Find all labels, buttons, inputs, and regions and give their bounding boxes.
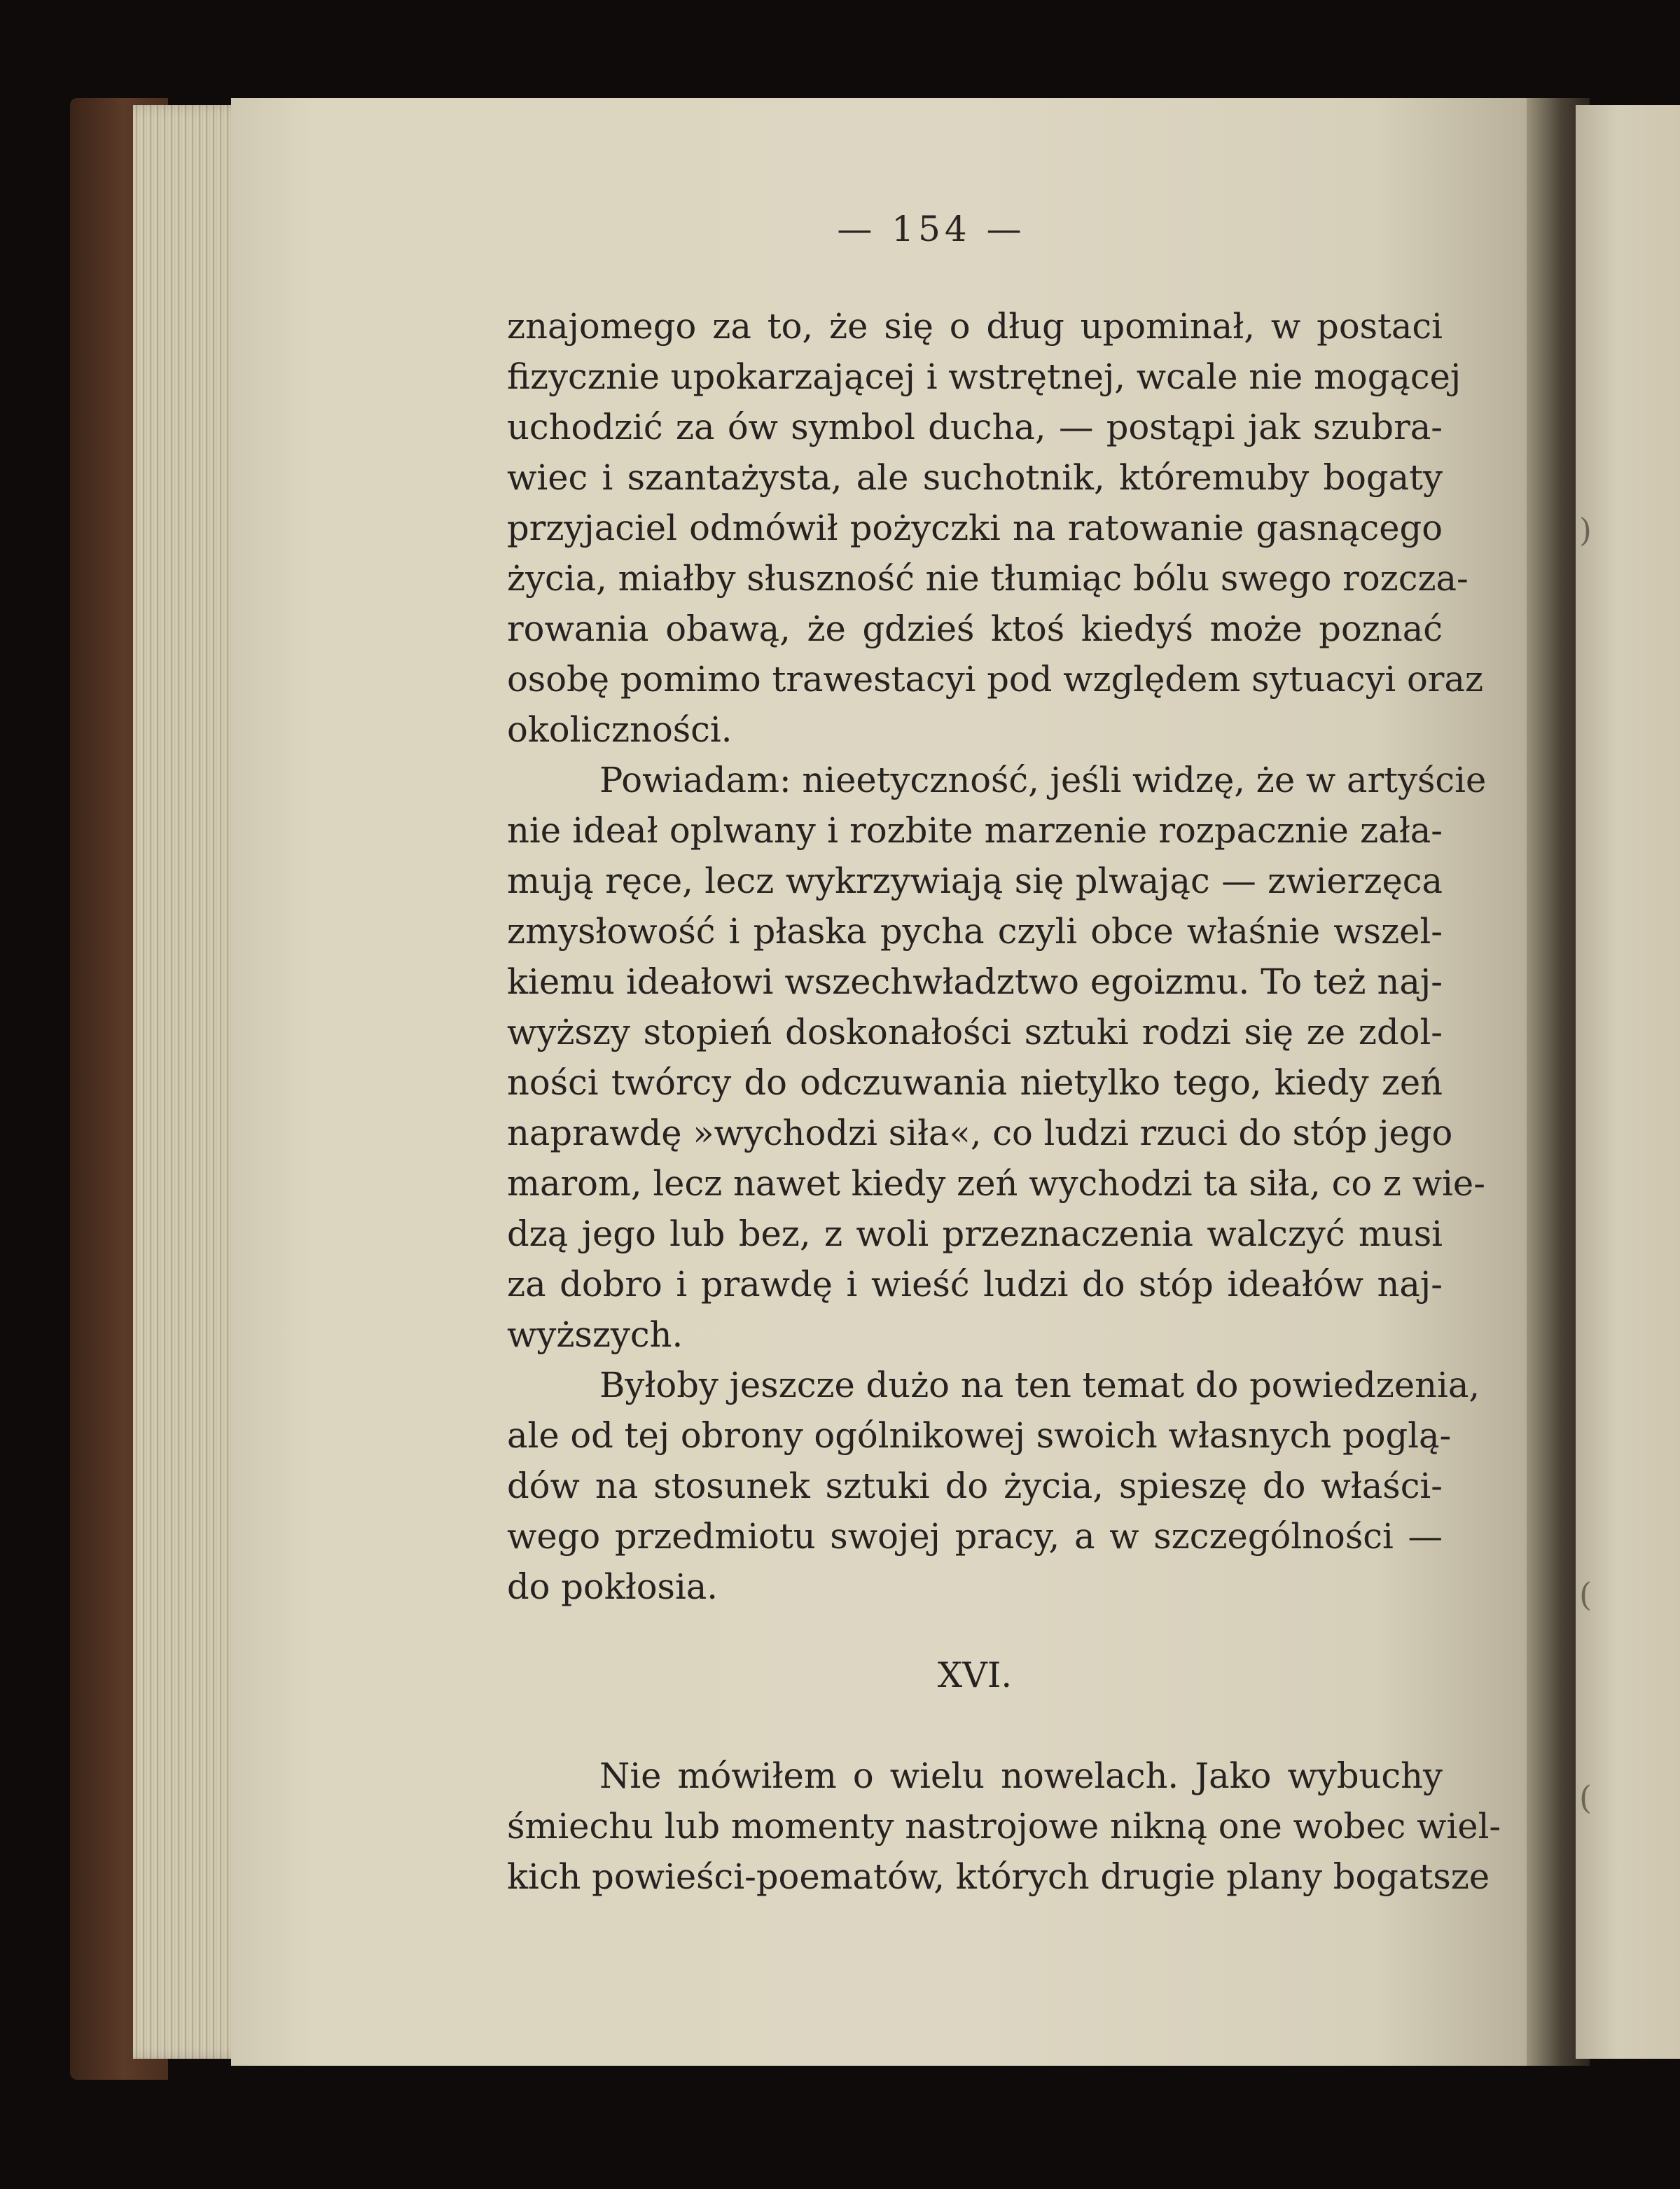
text-line: życia, miałby słuszność nie tłumiąc bólu swego rozcza-: [507, 558, 1469, 599]
text-line: naprawdę »wychodzi siła«, co ludzi rzuci do stóp jego: [507, 1113, 1453, 1153]
text-line: za dobro i prawdę i wieść ludzi do stóp ideałów naj-: [507, 1264, 1443, 1305]
text-line: do pokłosia.: [507, 1566, 718, 1607]
section-heading: XVI.: [937, 1655, 1013, 1695]
text-line: dzą jego lub bez, z woli przeznaczenia walczyć musi: [507, 1214, 1443, 1254]
text-line: wyższy stopień doskonałości sztuki rodzi się ze zdol-: [507, 1012, 1443, 1052]
facing-page-mark: (: [1579, 1779, 1592, 1816]
text-line: fizycznie upokarzającej i wstrętnej, wcale nie mogącej: [507, 356, 1462, 397]
text-line: zmysłowość i płaska pycha czyli obce właśnie wszel-: [507, 911, 1443, 952]
text-line: mują ręce, lecz wykrzywiają się plwając — zwierzęca: [507, 861, 1443, 901]
facing-page-edge: [1576, 105, 1680, 2059]
text-line: kich powieści-poematów, których drugie plany bogatsze: [507, 1856, 1490, 1897]
facing-page-mark: (: [1579, 1576, 1592, 1613]
paragraph-first-line: Powiadam: nieetyczność, jeśli widzę, że w artyście: [599, 760, 1487, 800]
paragraph-first-line: Nie mówiłem o wielu nowelach. Jako wybuchy: [599, 1756, 1443, 1796]
text-line: ale od tej obrony ogólnikowej swoich własnych poglą-: [507, 1415, 1452, 1456]
page-number: — 154 —: [837, 209, 1026, 249]
text-line: wego przedmiotu swojej pracy, a w szczególności —: [507, 1516, 1443, 1557]
text-line: ności twórcy do odczuwania nietylko tego, kiedy zeń: [507, 1062, 1443, 1103]
text-line: nie ideał oplwany i rozbite marzenie rozpacznie zała-: [507, 810, 1443, 851]
text-line: znajomego za to, że się o dług upominał, w postaci: [507, 306, 1443, 347]
text-line: okoliczności.: [507, 709, 733, 750]
text-line: wyższych.: [507, 1314, 683, 1355]
facing-page-mark: ): [1579, 511, 1592, 549]
text-line: wiec i szantażysta, ale suchotnik, któremuby bogaty: [507, 457, 1443, 498]
text-line: przyjaciel odmówił pożyczki na ratowanie gasnącego: [507, 508, 1443, 548]
paragraph-first-line: Byłoby jeszcze dużo na ten temat do powiedzenia,: [599, 1365, 1480, 1405]
text-line: marom, lecz nawet kiedy zeń wychodzi ta siła, co z wie-: [507, 1163, 1485, 1204]
text-line: śmiechu lub momenty nastrojowe nikną one wobec wiel-: [507, 1806, 1501, 1847]
text-line: rowania obawą, że gdzieś ktoś kiedyś może poznać: [507, 609, 1443, 649]
text-line: uchodzić za ów symbol ducha, — postąpi jak szubra-: [507, 407, 1443, 447]
text-line: osobę pomimo trawestacyi pod względem sytuacyi oraz: [507, 659, 1484, 700]
text-line: kiemu ideałowi wszechwładztwo egoizmu. To też naj-: [507, 961, 1443, 1002]
text-line: dów na stosunek sztuki do życia, spieszę do właści-: [507, 1466, 1443, 1506]
